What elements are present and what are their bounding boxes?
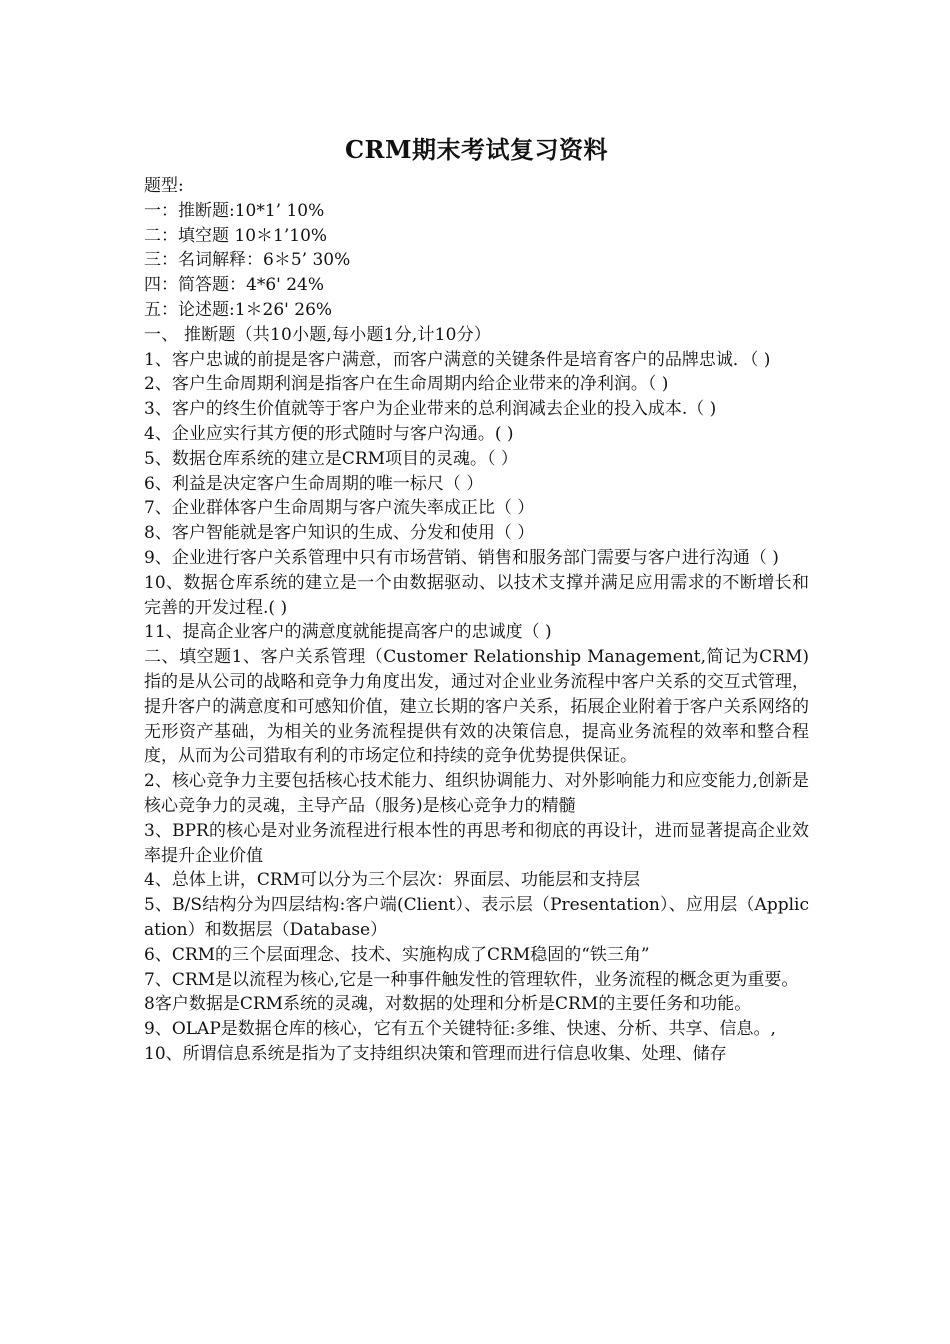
fill-in-item-7: 7、CRM是以流程为核心,它是一种事件触发性的管理软件，业务流程的概念更为重要。: [144, 969, 799, 990]
judgement-item-5: 5、数据仓库系统的建立是CRM项目的灵魂。（ ）: [144, 448, 518, 469]
question-type-3: 三：名词解释：6＊5’ 30%: [144, 250, 351, 271]
fill-in-item-6: 6、CRM的三个层面理念、技术、实施构成了CRM稳固的“铁三角”: [144, 944, 650, 965]
fill-in-item-9: 9、OLAP是数据仓库的核心，它有五个关键特征:多维、快速、分析、共享、信息。,: [144, 1019, 776, 1040]
judgement-item-9: 9、企业进行客户关系管理中只有市场营销、销售和服务部门需要与客户进行沟通（ ): [144, 547, 779, 568]
question-types-heading: 题型:: [144, 176, 184, 196]
question-type-1: 一：推断题:10*1’ 10%: [144, 200, 325, 221]
question-type-2: 二：填空题 10＊1’10%: [144, 225, 328, 246]
document-body: [144, 174, 809, 1067]
fill-in-item-5: 5、B/S结构分为四层结构:客户端(Client）、表示层（Presentation）、应用层（Application）和数据层（Database）: [144, 895, 809, 940]
judgement-item-3: 3、客户的终生价值就等于客户为企业带来的总利润减去企业的投入成本.（ ): [144, 399, 717, 420]
fill-in-item-4: 4、总体上讲，CRM可以分为三个层次：界面层、功能层和支持层: [144, 870, 641, 891]
judgement-item-8: 8、客户智能就是客户知识的生成、分发和使用（ ）: [144, 523, 535, 544]
judgement-item-1: 1、客户忠诚的前提是客户满意，而客户满意的关键条件是培育客户的品牌忠诚．（ ): [144, 349, 771, 370]
judgement-item-4: 4、企业应实行其方便的形式随时与客户沟通。( ): [144, 423, 514, 444]
judgement-item-11: 11、提高企业客户的满意度就能提高客户的忠诚度（ ): [144, 622, 552, 643]
judgement-item-7: 7、企业群体客户生命周期与客户流失率成正比（ ）: [144, 498, 535, 519]
section-heading-judgement: 一、 推断题（共10小题,每小题1分,计10分）: [144, 324, 492, 345]
judgement-item-6: 6、利益是决定客户生命周期的唯一标尺（ ）: [144, 473, 484, 494]
fill-in-item-2: 2、核心竞争力主要包括核心技术能力、组织协调能力、对外影响能力和应变能力,创新是核心竞争力的灵魂，主导产品（服务)是核心竞争力的精髓: [144, 771, 809, 816]
fill-in-item-8: 8客户数据是CRM系统的灵魂，对数据的处理和分析是CRM的主要任务和功能。: [144, 994, 752, 1015]
fill-in-item-3: 3、BPR的核心是对业务流程进行根本性的再思考和彻底的再设计，进而显著提高企业效率提升企业价值: [144, 820, 809, 866]
question-type-5: 五：论述题:1＊26' 26%: [144, 299, 333, 320]
document-page: [144, 128, 809, 1067]
judgement-item-10: 10、数据仓库系统的建立是一个由数据驱动、以技术支撑并满足应用需求的不断增长和完善的开发过程.( ): [144, 572, 809, 618]
fill-in-item-10: 10、所谓信息系统是指为了支持组织决策和管理而进行信息收集、处理、储存: [144, 1043, 727, 1064]
question-type-4: 四：简答题：4*6' 24%: [144, 275, 324, 296]
document-title: CRM期末考试复习资料: [344, 135, 609, 164]
fill-in-item-1: 二、填空题1、客户关系管理（Customer Relationship Management,简记为CRM)指的是从公司的战略和竞争力角度出发，通过对企业业务流程中客户关系的交互式管理，提升客户的满意度和可感知价值，建立长期的客户关系，拓展企业附着于客户关系网络的无形资产基础，为相关的业务流程提供有效的决策信息，提高业务流程的效率和整合程度，从而为公司猎取有利的市场定位和持续的竞争优势提供保证。: [144, 647, 809, 767]
judgement-item-2: 2、客户生命周期利润是指客户在生命周期内给企业带来的净利润。（ ): [144, 374, 669, 395]
